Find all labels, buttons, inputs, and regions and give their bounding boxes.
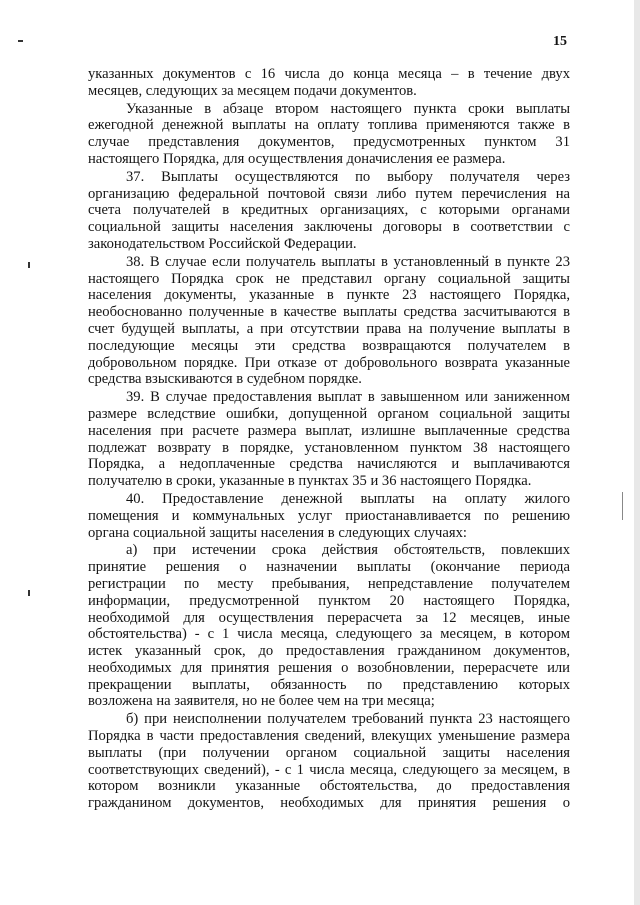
text-line: информации, предусмотренной пунктом 20 настоящего Порядка, bbox=[88, 592, 570, 609]
text-line: необходимых для принятия решения о возобновлении, перерасчете или bbox=[88, 659, 570, 676]
text-line: 39. В случае предоставления выплат в завышенном или заниженном bbox=[126, 389, 570, 406]
text-line: регистрации по месту пребывания, непредставление получателем bbox=[88, 575, 570, 592]
scan-mark-top-left bbox=[18, 40, 23, 42]
text-line: обстоятельства) - с 1 числа месяца, следующего за месяцем, в котором bbox=[88, 626, 570, 643]
text-line: 40. Предоставление денежной выплаты на оплату жилого bbox=[126, 490, 570, 507]
text-line: Указанные в абзаце втором настоящего пункта сроки выплаты bbox=[126, 100, 570, 117]
text-line: населения при расчете размера выплат, излишне выплаченные средства bbox=[88, 422, 570, 439]
text-line: Порядка, а недоплаченные средства начисляются и выплачиваются bbox=[88, 456, 570, 473]
text-line: размере вследствие ошибки, допущенной органом социальной защиты bbox=[88, 405, 570, 422]
text-line: а) при истечении срока действия обстоятельств, повлекших bbox=[126, 542, 570, 559]
text-line: счет будущей выплаты, а при отсутствии права на получение выплаты в bbox=[88, 320, 570, 337]
text-line: настоящего Порядка, для осуществления доначисления ее размера. bbox=[88, 150, 506, 167]
text-line: ежегодной денежной выплаты на оплату топлива применяются также в bbox=[88, 117, 570, 134]
text-line: возложена на заявителя, но не более чем на три месяца; bbox=[88, 693, 435, 710]
text-line: подлежат возврату в порядке, установленном пунктом 38 настоящего bbox=[88, 439, 570, 456]
text-line: б) при неисполнении получателем требований пункта 23 настоящего bbox=[126, 711, 570, 728]
text-line: социальной защиты населения заключены договоры в соответствии с bbox=[88, 219, 570, 236]
text-line: выплаты (при получении органом социальной защиты населения bbox=[88, 744, 570, 761]
text-line: последующие месяцы эти средства возвращаются получателем в bbox=[88, 337, 570, 354]
text-line: организацию федеральной почтовой связи либо путем перечисления на bbox=[88, 185, 570, 202]
text-line: случае представления документов, предусмотренных пунктом 31 bbox=[88, 134, 570, 151]
text-line: Порядка в части предоставления сведений, влекущих уменьшение размера bbox=[88, 728, 570, 745]
text-line: 38. В случае если получатель выплаты в установленный в пункте 23 bbox=[126, 253, 570, 270]
text-line: настоящего Порядка срок не представил органу социальной защиты bbox=[88, 270, 570, 287]
text-line: получателю в сроки, указанные в пунктах 35 и 36 настоящего Порядка. bbox=[88, 473, 532, 490]
text-line: соответствующих сведений), - с 1 числа месяца, следующего за месяцем, в bbox=[88, 761, 570, 778]
text-line: необходимой для осуществления перерасчета за 12 месяцев, иные bbox=[88, 609, 570, 626]
scan-mark-right bbox=[622, 492, 623, 520]
page-number: 15 bbox=[553, 34, 567, 49]
text-line: указанных документов с 16 числа до конца месяца – в течение двух bbox=[88, 66, 570, 82]
text-line: необоснованно полученные в качестве выплаты средства засчитываются в bbox=[88, 304, 570, 321]
text-line: котором возникли указанные обстоятельства, до предоставления bbox=[88, 778, 570, 795]
text-line: средства взыскиваются в судебном порядке. bbox=[88, 371, 362, 388]
text-line: гражданином документов, необходимых для принятия решения о bbox=[88, 795, 570, 812]
text-line: месяцев, следующих за месяцем подачи документов. bbox=[88, 82, 417, 99]
text-line: счета получателей в кредитных организациях, с которыми органами bbox=[88, 202, 570, 219]
text-line: добровольном порядке. При отказе от добровольного возврата указанные bbox=[88, 354, 570, 371]
scan-mark-left-1 bbox=[28, 262, 30, 268]
text-line: органа социальной защиты населения в следующих случаях: bbox=[88, 524, 467, 541]
scan-edge bbox=[634, 0, 640, 905]
text-line: населения документы, указанные в пункте 23 настоящего Порядка, bbox=[88, 287, 570, 304]
text-line: 37. Выплаты осуществляются по выбору получателя через bbox=[126, 168, 570, 185]
text-line: истек указанный срок, до предоставления гражданином документов, bbox=[88, 643, 570, 660]
scan-mark-left-2 bbox=[28, 590, 30, 596]
text-line: принятие решения о назначении выплаты (окончание периода bbox=[88, 559, 570, 576]
text-line: прекращении выплаты, обязанность по представлению которых bbox=[88, 676, 570, 693]
text-line: законодательством Российской Федерации. bbox=[88, 235, 357, 252]
document-body bbox=[88, 66, 570, 812]
text-line: помещения и коммунальных услуг приостанавливается по решению bbox=[88, 507, 570, 524]
